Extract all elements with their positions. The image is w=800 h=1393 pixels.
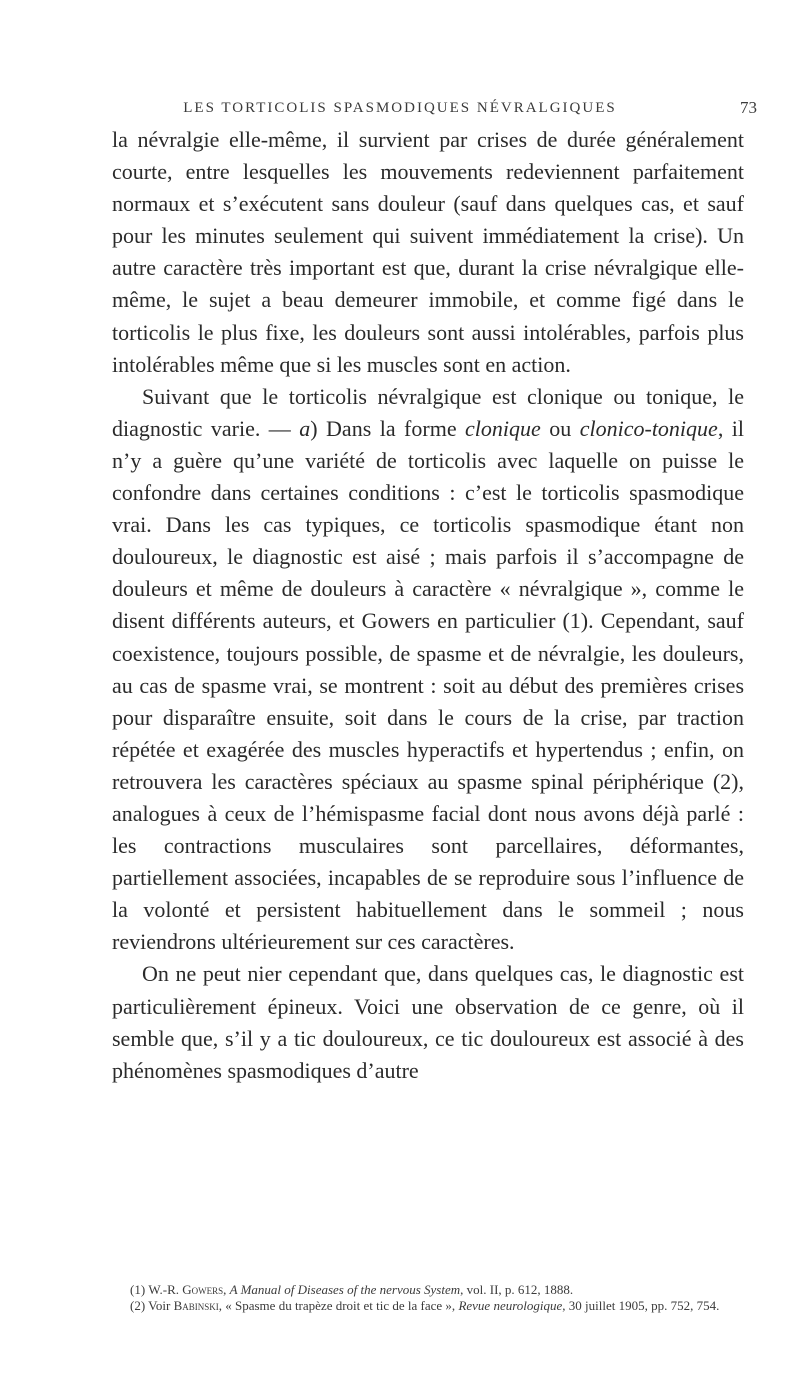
footnote-1 (112, 1282, 744, 1298)
footnote-2-mark: (2) Voir (130, 1298, 174, 1313)
paragraph-2-part-a: Suivant que le torticolis névralgique est clonique ou tonique, le diagnostic varie. — (112, 383, 744, 441)
paragraph-2-part-c: ) Dans la forme (310, 415, 466, 441)
footnote-2-pre: , « Spasme du trapèze droit et tic de la face », (218, 1298, 459, 1313)
paragraph-2-part-e: ou (540, 415, 580, 441)
footnote-1-rest: , vol. II, p. 612, 1888. (460, 1282, 574, 1297)
page-number: 73 (740, 98, 757, 117)
footnote-2-rest: , 30 juillet 1905, pp. 752, 754. (562, 1298, 720, 1313)
footnote-1-pre: , (223, 1282, 230, 1297)
footnote-1-author: W.-R. Gowers (148, 1282, 224, 1297)
footnote-1-mark: (1) (130, 1282, 149, 1297)
body-text (112, 124, 744, 1087)
running-head: LES TORTICOLIS SPASMODIQUES NÉVRALGIQUES (183, 100, 617, 116)
paragraph-3: On ne peut nier cependant que, dans quelques cas, le diagnostic est particulièrement épineux. Voici une observation de ce genre, où il semble que, s’il y a tic douloureux, ce tic douloureux est associé à des phénomènes spasmodiques d’autre (112, 961, 744, 1083)
footnote-2-author: Babinski (173, 1298, 219, 1313)
paragraph-2-part-g: , il n’y a guère qu’une variété de torticolis avec laquelle on puisse le confondre dans certaines conditions : c’est le torticolis spasmodique vrai. Dans les cas typiques, ce torticolis spasmodique étant non douloureux, le diagnostic est aisé ; mais parfois il s’accompagne de douleurs et même de douleurs à caractère « névralgique », comme le disent différents auteurs, et Gowers en particulier (1). Cependant, sauf coexistence, toujours possible, de spasme et de névralgie, les douleurs, au cas de spasme vrai, se montrent : soit au début des premières crises pour disparaître ensuite, soit dans le cours de la crise, par traction répétée et exagérée des muscles hyperactifs et hypertendus ; enfin, on retrouvera les caractères spéciaux au spasme spinal périphérique (2), analogues à ceux de l’hémispasme facial dont nous avons déjà parlé : les contractions musculaires sont parcellaires, déformantes, partiellement associées, incapables de se reproduire sous l’influence de la volonté et persistent habituellement dans le sommeil ; nous reviendrons ultérieurement sur ces caractères. (112, 415, 744, 955)
paragraph-2-part-b: a (299, 415, 311, 441)
paragraph-2 (112, 381, 744, 959)
paragraph-2-part-f: clonico-tonique (579, 415, 718, 441)
paragraph-2-part-d: clonique (465, 415, 541, 441)
footnote-2-title: Revue neurologique (458, 1298, 563, 1313)
footnotes (112, 1282, 744, 1314)
footnote-2 (112, 1298, 744, 1314)
footnote-1-title: A Manual of Diseases of the nervous System (229, 1282, 461, 1297)
paragraph-1: la névralgie elle-même, il survient par crises de durée généralement courte, entre lesquelles les mouvements redeviennent parfaitement normaux et s’exécutent sans douleur (sauf dans quelques cas, et sauf pour les minutes seulement qui suivent immédiatement la crise). Un autre caractère très important est que, durant la crise névralgique elle-même, le sujet a beau demeurer immobile, et comme figé dans le torticolis le plus fixe, les douleurs sont aussi intolérables, parfois plus intolérables même que si les muscles sont en action. (112, 127, 744, 377)
